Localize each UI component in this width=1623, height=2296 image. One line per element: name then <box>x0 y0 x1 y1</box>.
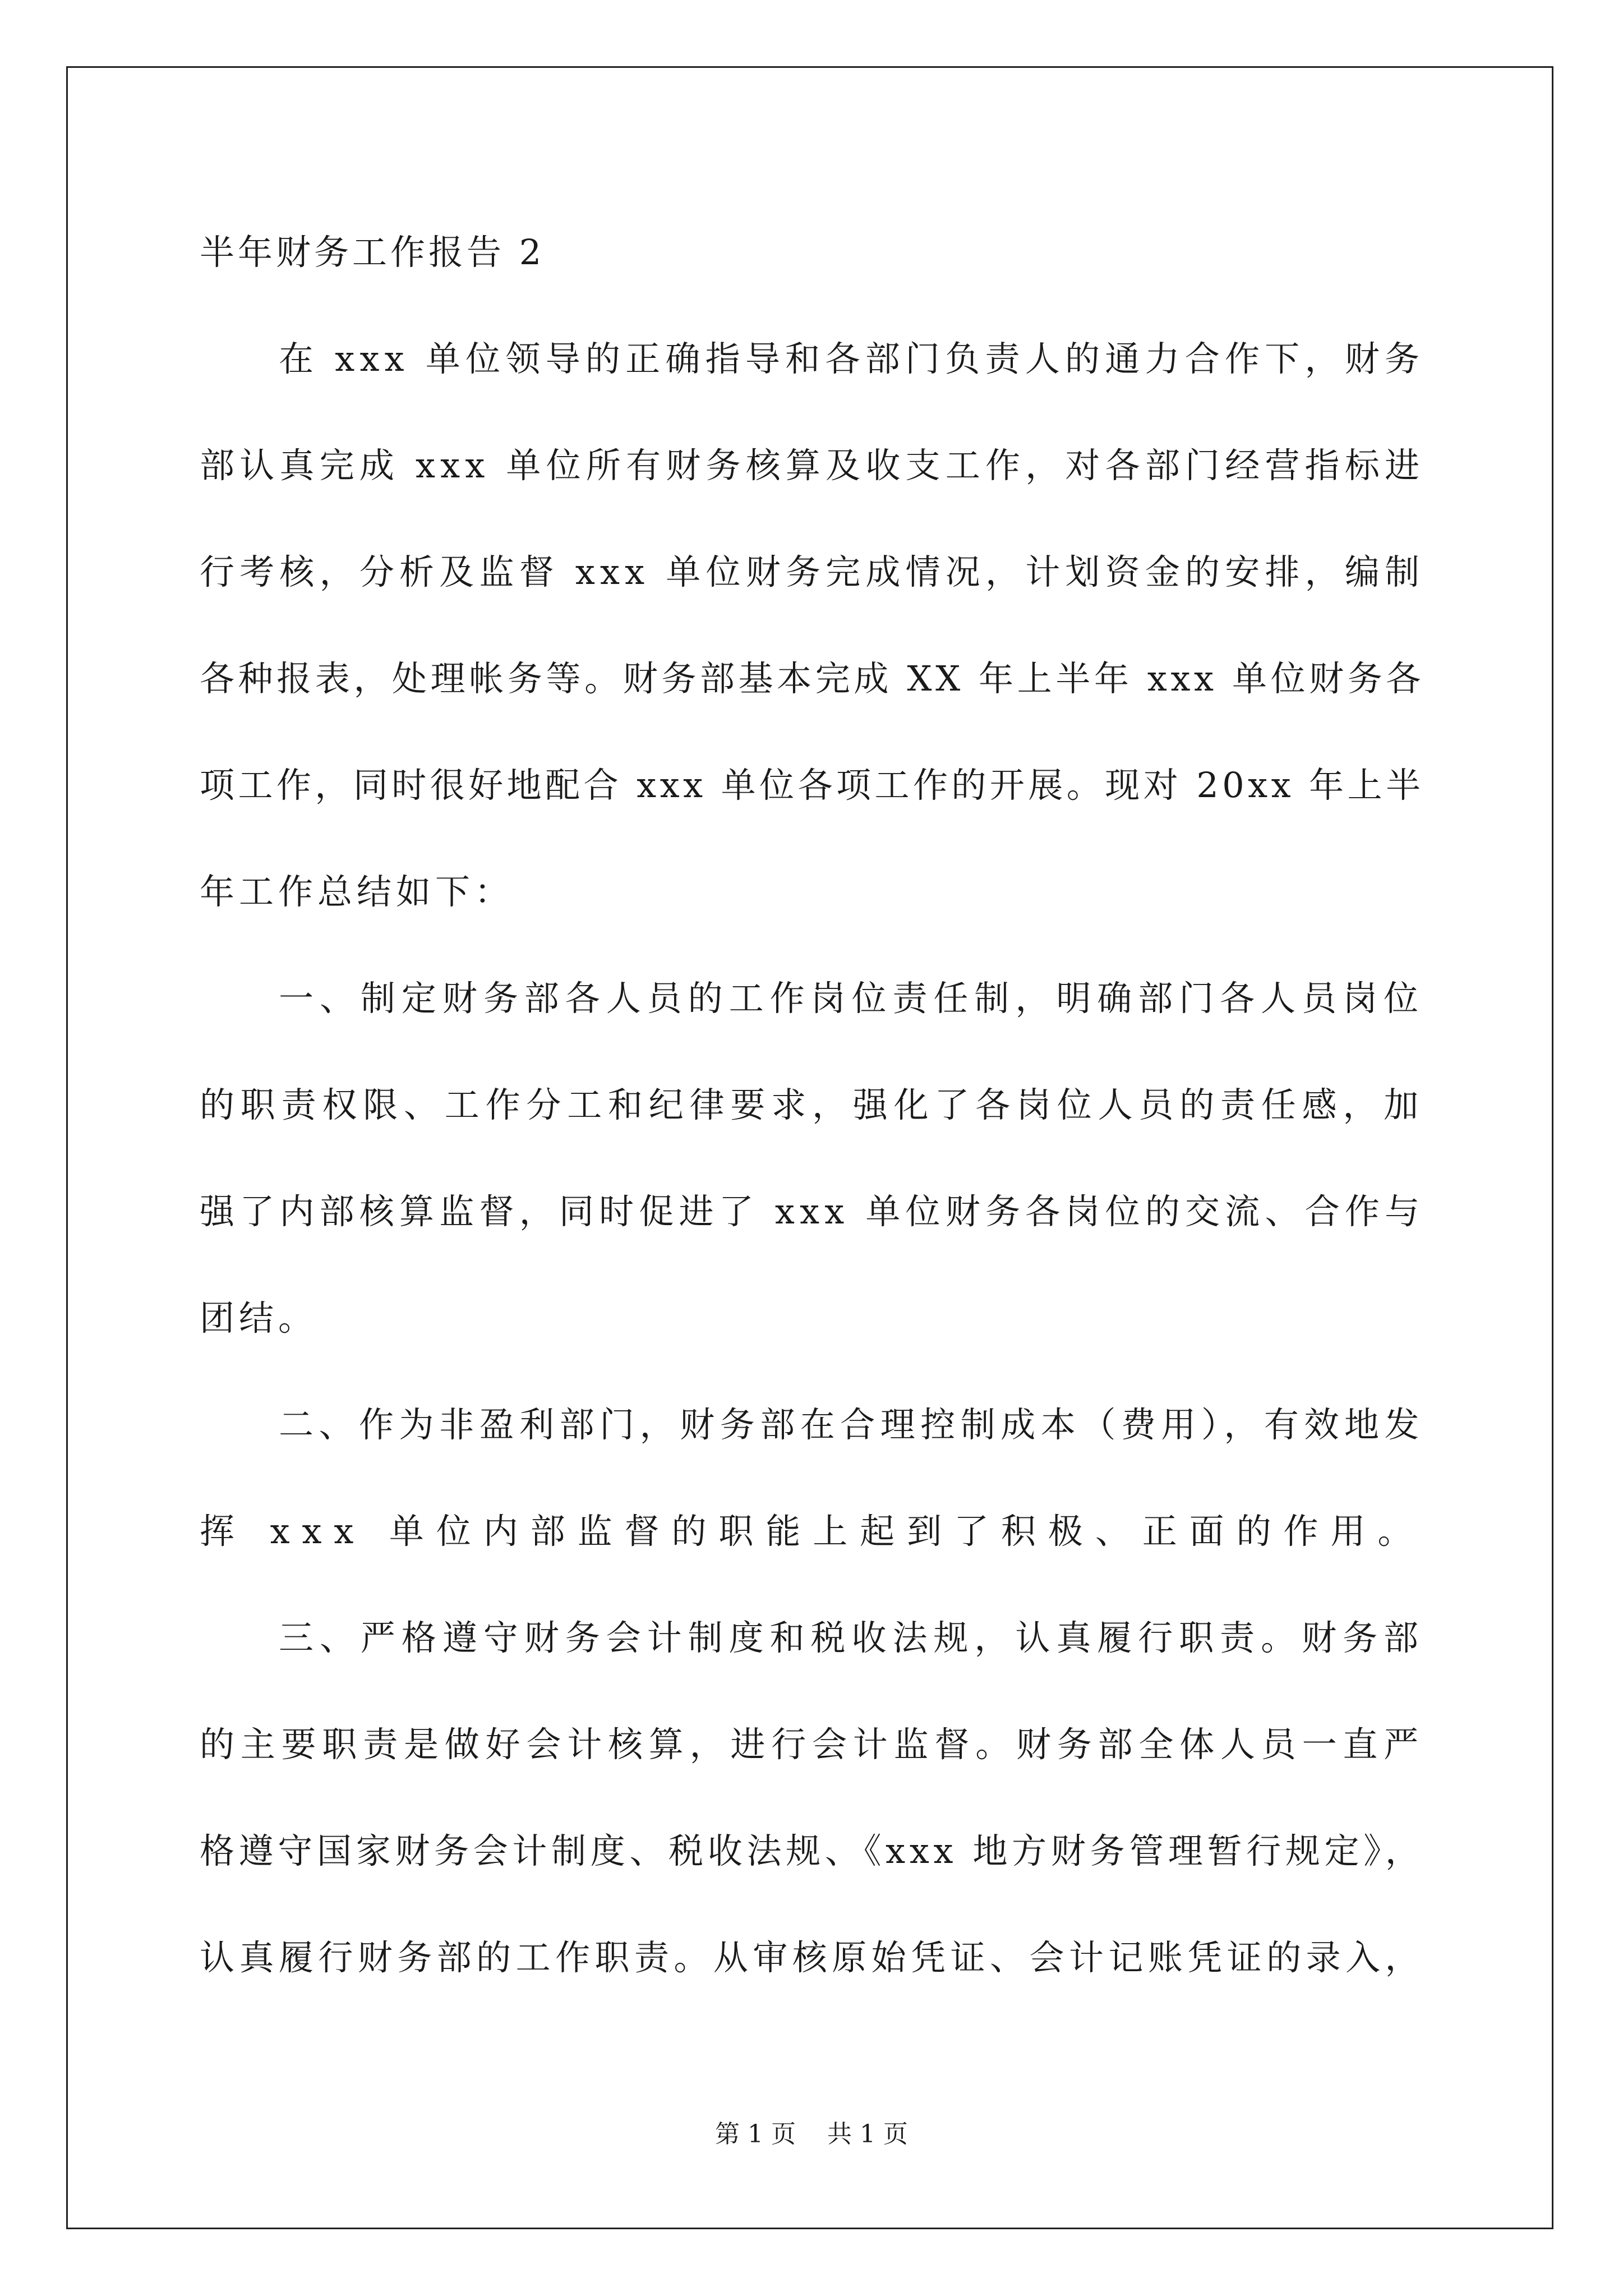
body-line: 年工作总结如下： <box>200 871 514 912</box>
body-line: 各种报表，处理帐务等。财务部基本完成 XX 年上半年 xxx 单位财务各 <box>200 658 1425 699</box>
body-line: 部认真完成 xxx 单位所有财务核算及收支工作，对各部门经营指标进 <box>200 445 1425 486</box>
page-border <box>66 66 1553 2229</box>
document-title: 半年财务工作报告 2 <box>200 232 545 273</box>
body-line: 行考核，分析及监督 xxx 单位财务完成情况，计划资金的安排，编制 <box>200 551 1425 592</box>
body-line: 一、制定财务部各人员的工作岗位责任制，明确部门各人员岗位 <box>279 978 1425 1019</box>
body-line: 在 xxx 单位领导的正确指导和各部门负责人的通力合作下，财务 <box>279 338 1425 379</box>
body-line: 项工作，同时很好地配合 xxx 单位各项工作的开展。现对 20xx 年上半 <box>200 765 1424 806</box>
body-line: 三、严格遵守财务会计制度和税收法规，认真履行职责。财务部 <box>279 1617 1425 1658</box>
body-line: 二、作为非盈利部门，财务部在合理控制成本（费用），有效地发 <box>279 1404 1425 1445</box>
body-line: 格遵守国家财务会计制度、税收法规、《xxx 地方财务管理暂行规定》， <box>200 1830 1424 1871</box>
page-number-footer: 第 1 页 共 1 页 <box>715 2120 908 2148</box>
body-line: 挥 xxx 单位内部监督的职能上起到了积极、正面的作用。 <box>200 1511 1425 1552</box>
body-line: 强了内部核算监督，同时促进了 xxx 单位财务各岗位的交流、合作与 <box>200 1191 1425 1232</box>
body-line: 的职责权限、工作分工和纪律要求，强化了各岗位人员的责任感，加 <box>200 1084 1425 1125</box>
body-line: 认真履行财务部的工作职责。从审核原始凭证、会计记账凭证的录入， <box>200 1937 1425 1978</box>
body-line: 的主要职责是做好会计核算，进行会计监督。财务部全体人员一直严 <box>200 1724 1425 1765</box>
body-line: 团结。 <box>200 1297 318 1338</box>
